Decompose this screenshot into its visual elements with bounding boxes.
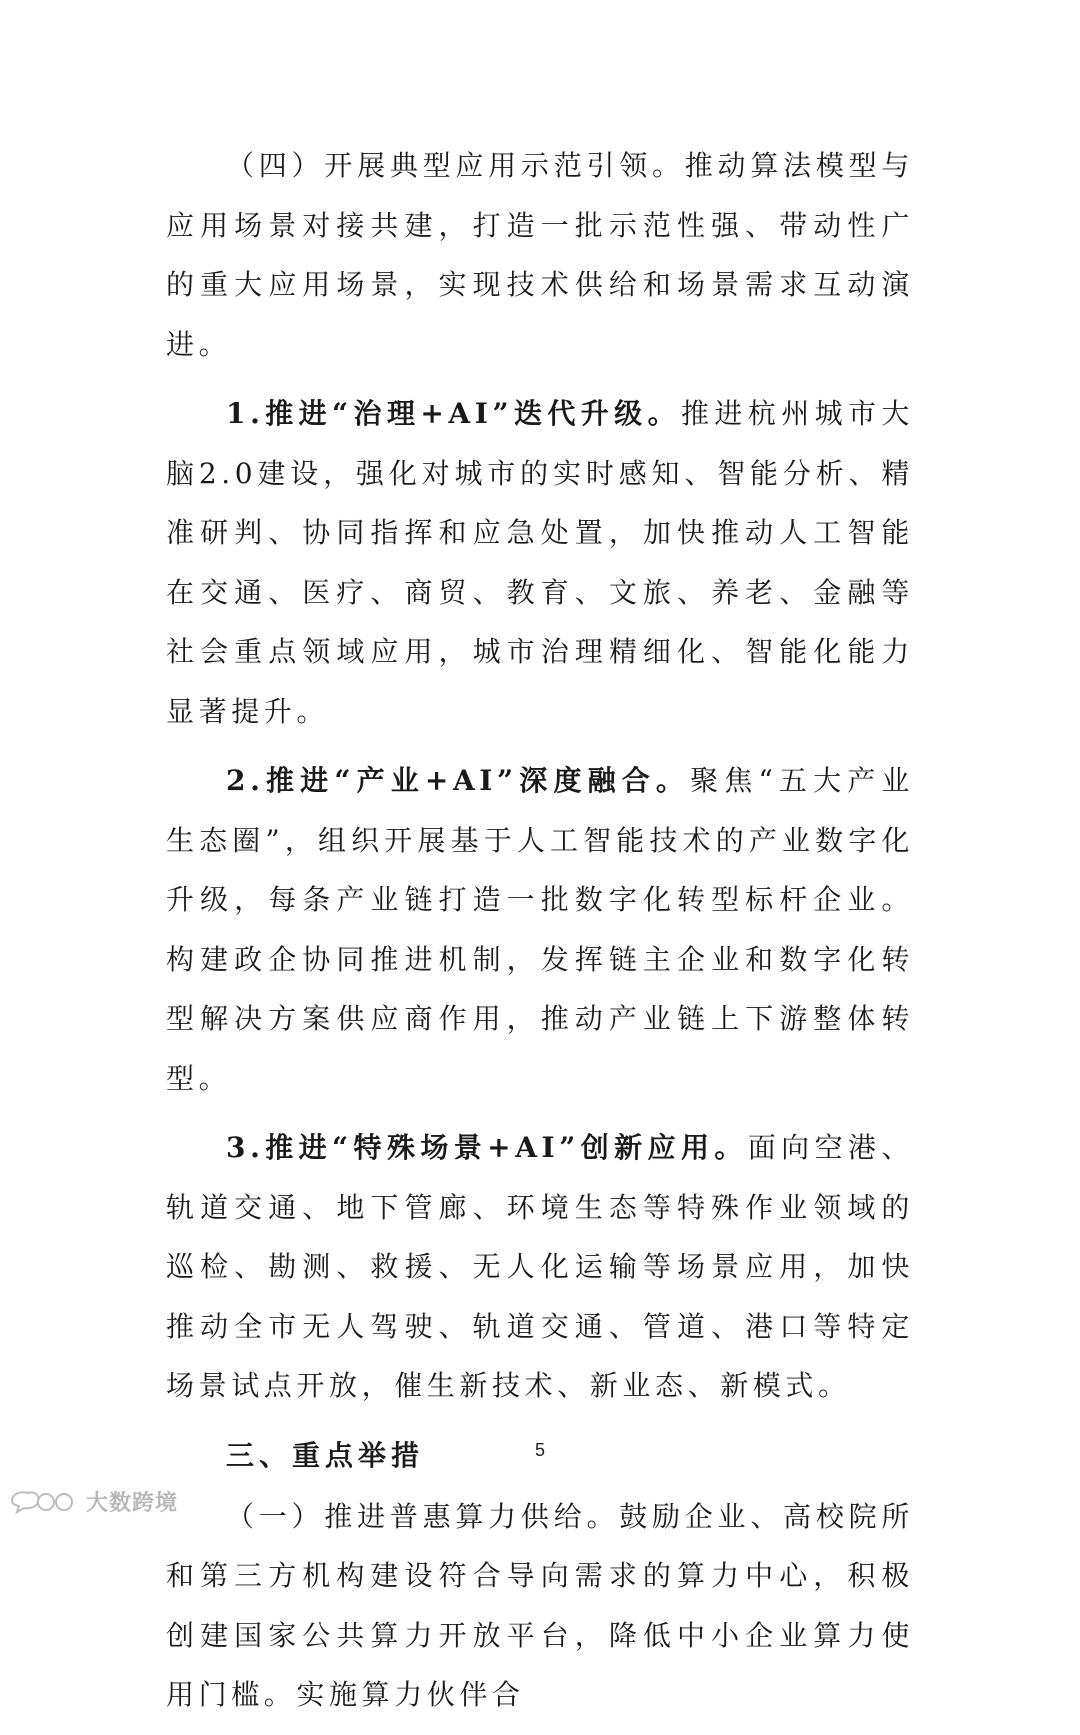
paragraph-text: （四）开展典型应用示范引领。推动算法模型与应用场景对接共建，打造一批示范性强、带动性广的重大应用场景，实现技术供给和场景需求互动演进。 bbox=[166, 149, 914, 361]
paragraph-lead: 2.推进“产业+AI”深度融合。 bbox=[226, 764, 691, 797]
paragraph-item-2-industry-ai bbox=[166, 751, 914, 1108]
paragraph-item-1-governance-ai bbox=[166, 384, 914, 741]
paragraph-text: （一）推进普惠算力供给。鼓励企业、高校院所和第三方机构建设符合导向需求的算力中心，积极创建国家公共算力开放平台，降低中小企业算力使用门槛。实施算力伙伴合 bbox=[166, 1499, 914, 1711]
paragraph-lead: 1.推进“治理+AI”迭代升级。 bbox=[226, 397, 681, 430]
watermark-text: 大数跨境 bbox=[86, 1491, 179, 1516]
paragraph-1-computing-power bbox=[166, 1487, 914, 1725]
paragraph-text: 聚焦“五大产业生态圈”，组织开展基于人工智能技术的产业数字化升级，每条产业链打造一批数字化转型标杆企业。构建政企协同推进机制，发挥链主企业和数字化转型解决方案供应商作用，推动产业链上下游整体转型。 bbox=[166, 764, 915, 1095]
paragraph-4-demonstration bbox=[166, 136, 914, 374]
watermark bbox=[8, 1486, 178, 1517]
document-body bbox=[166, 136, 914, 1735]
paragraph-text: 面向空港、轨道交通、地下管廊、环境生态等特殊作业领域的巡检、勘测、救援、无人化运输等场景应用，加快推动全市无人驾驶、轨道交通、管道、港口等特定场景试点开放，催生新技术、新业态、新模式。 bbox=[166, 1131, 914, 1402]
paragraph-text: 推进杭州城市大脑2.0建设，强化对城市的实时感知、智能分析、精准研判、协同指挥和应急处置，加快推动人工智能在交通、医疗、商贸、教育、文旅、养老、金融等社会重点领域应用，城市治理精细化、智能化能力显著提升。 bbox=[166, 397, 915, 728]
chat-bubble-logo-icon bbox=[8, 1487, 80, 1517]
page-number: 5 bbox=[534, 1440, 545, 1460]
paragraph-item-3-special-scenarios-ai bbox=[166, 1118, 914, 1416]
section-heading: 三、重点举措 bbox=[226, 1438, 425, 1472]
paragraph-lead: 3.推进“特殊场景+AI”创新应用。 bbox=[226, 1131, 748, 1164]
